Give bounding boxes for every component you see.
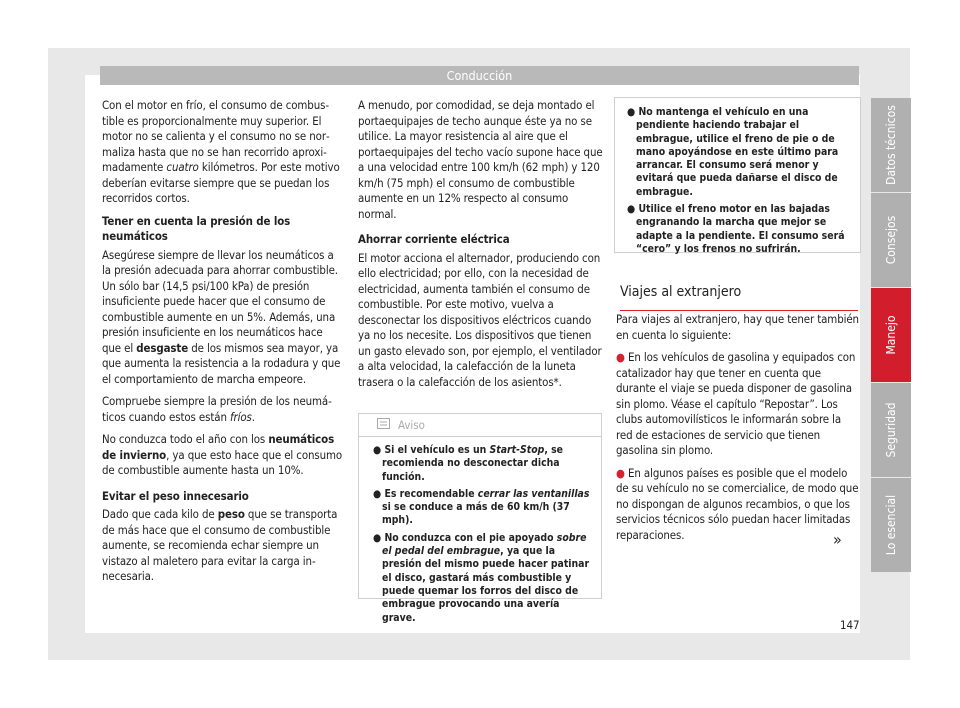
note-title: Aviso bbox=[398, 418, 425, 432]
subheading-electricity: Ahorrar corriente eléctrica bbox=[358, 232, 510, 246]
paragraph: Para viajes al extranjero, hay que tener también en cuenta lo siguiente: bbox=[616, 312, 859, 342]
chapter-tabs bbox=[871, 98, 911, 573]
tab-lo-esencial[interactable]: Lo esencial bbox=[871, 478, 911, 572]
header-title: Conducción bbox=[446, 68, 513, 83]
paragraph: No conduzca todo el año con los neumáticos de invierno, ya que esto hace que el consumo de combustible aumente hasta un 10%. bbox=[102, 432, 343, 477]
tab-seguridad[interactable]: Seguridad bbox=[871, 383, 911, 477]
paragraph: Dado que cada kilo de peso que se transporta de más hace que el consumo de combustible aumente, se recomienda echar siempre un vistazo al maletero para evitar la carga innecesaria. bbox=[102, 507, 338, 583]
paragraph: Compruebe siempre la presión de los neumáticos cuando estos están fríos. bbox=[102, 394, 332, 424]
warning-box bbox=[614, 97, 861, 253]
column-middle bbox=[358, 98, 604, 397]
list-item: ● En algunos países es posible que el modelo de su vehículo no se comercialice, de modo que no dispongan de algunos recambios, o que los servicios técnicos sólo puedan hacer limitadas reparaciones. bbox=[616, 465, 859, 542]
note-item: ● Si el vehículo es un Start-Stop, se recomienda no desconectar dicha función. bbox=[373, 444, 564, 483]
paragraph: Con el motor en frío, el consumo de combustible es proporcionalmente muy superior. El motor no se calienta y el consumo no se normaliza hasta que no se han recorrido aproximadamente cuatro kilómetros. Por este motivo deberían evitarse siempre que se puedan los recorridos cortos. bbox=[102, 98, 340, 205]
tab-consejos[interactable]: Consejos bbox=[871, 193, 911, 287]
column-left bbox=[102, 98, 344, 592]
paragraph: El motor acciona el alternador, produciendo con ello electricidad; por ello, con la necesidad de electricidad, aumenta también el consumo de combustible. Por este motivo, vuelva a desconectar los dispositivos eléctricos cuando ya no los necesite. Los dispositivos que tienen un gasto elevado son, por ejemplo, el ventilador a alta velocidad, la calefacción de la luneta trasera o la calefacción de los asientos*. bbox=[358, 250, 602, 389]
note-item: ● Es recomendable cerrar las ventanillas si se conduce a más de 60 km/h (37 mph). bbox=[373, 487, 590, 527]
warning-item: ● No mantenga el vehículo en una pendiente haciendo trabajar el embrague, utilice el freno de pie o de mano apoyándose en este último para arrancar. El consumo será menor y evitará que pueda dañarse el disco de embrague. bbox=[627, 106, 839, 198]
note-header bbox=[359, 414, 601, 437]
note-item: ● No conduzca con el pie apoyado sobre el pedal del embrague, ya que la presión del mismo puede hacer patinar el disco, gastará más combustible y puede quemar los forros del disco de embrague provocando una avería grave. bbox=[373, 531, 590, 624]
note-icon bbox=[377, 415, 390, 437]
continue-marker: » bbox=[833, 530, 842, 549]
note-box bbox=[358, 413, 602, 624]
subheading-tire-pressure: Tener en cuenta la presión de los neumáticos bbox=[102, 213, 291, 243]
tab-manejo[interactable]: Manejo bbox=[871, 288, 911, 382]
paragraph: A menudo, por comodidad, se deja montado el portaequipajes de techo aunque éste ya no se utilice. La mayor resistencia al aire que el portaequipajes del techo vacío supone hace que a una velocidad entre 100 km/h (62 mph) y 120 km/h (75 mph) el consumo de combustible aumente en un 12% respecto al consumo normal. bbox=[358, 98, 603, 221]
page-number: 147 bbox=[840, 618, 860, 632]
tab-datos-tecnicos[interactable]: Datos técnicos bbox=[871, 98, 911, 192]
list-item: ● En los vehículos de gasolina y equipados con catalizador hay que tener en cuenta que durante el viaje se pueda disponer de gasolina sin plomo. Véase el capítulo “Repostar”. Los clubs automovilísticos le informarán sobre la red de estaciones de servicio que tienen gasolina sin plomo. bbox=[616, 350, 856, 457]
warning-item: ● Utilice el freno motor en las bajadas engranando la marcha que mejor se adapte a la pendiente. El consumo será “cero” y los frenos no sufrirán. bbox=[627, 203, 845, 255]
section-title: Viajes al extranjero bbox=[620, 283, 858, 311]
page-header bbox=[100, 66, 859, 85]
subheading-weight: Evitar el peso innecesario bbox=[102, 488, 249, 503]
paragraph: Asegúrese siempre de llevar los neumáticos a la presión adecuada para ahorrar combustible. Un sólo bar (14,5 psi/100 kPa) de presión insuficiente puede hacer que el consumo de combustible aumente en un 5%. Además, una presión insuficiente en los neumáticos hace que el desgaste de los mismos sea mayor, ya que aumenta la resistencia a la rodadura y que el comportamiento de marcha empeore. bbox=[102, 247, 341, 386]
column-right bbox=[616, 312, 859, 550]
